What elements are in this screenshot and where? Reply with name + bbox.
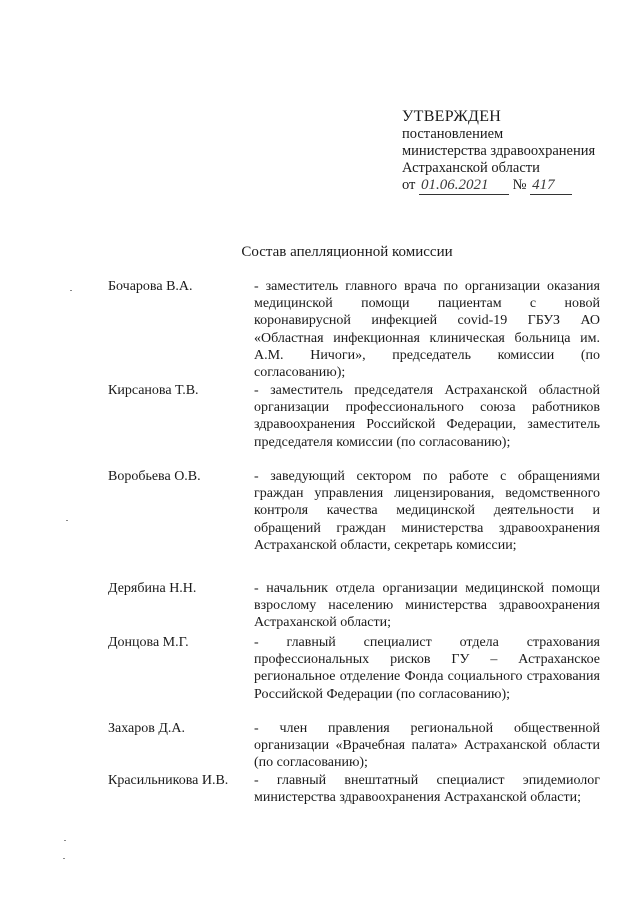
member-name: Дерябина Н.Н. (108, 581, 197, 596)
approval-line-2: министерства здравоохранения (402, 143, 596, 159)
member-description: - главный внештатный специалист эпидемиолог министерства здравоохранения Астраханской области; (254, 773, 600, 806)
scan-speck (66, 520, 68, 521)
scan-speck (70, 290, 72, 291)
member-name: Воробьева О.В. (108, 469, 201, 484)
member-row (108, 634, 600, 720)
member-description: - заместитель главного врача по организации оказания медицинской помощи пациентам с новой коронавирусной инфекцией covid-19 ГБУЗ АО «Областная инфекционная клиническая больница им. А.М. Ничоги», председатель комиссии (по согласованию); (254, 279, 600, 381)
member-row (108, 468, 600, 580)
scan-speck (63, 858, 65, 859)
approval-number: 417 (530, 177, 572, 195)
member-row (108, 720, 600, 772)
number-sign: № (512, 177, 527, 193)
member-name: Донцова М.Г. (108, 635, 189, 650)
approval-date: 01.06.2021 (419, 177, 509, 195)
approval-title: УТВЕРЖДЕН (402, 108, 502, 125)
member-row (108, 382, 600, 468)
document-heading (0, 244, 640, 261)
approval-date-line (402, 177, 622, 195)
member-row (108, 580, 600, 634)
approval-line-3: Астраханской области (402, 160, 540, 176)
heading-text: Состав апелляционной комиссии (241, 244, 453, 260)
approval-line-1: постановлением (402, 126, 504, 142)
member-name: Красильникова И.В. (108, 773, 229, 788)
member-list (108, 278, 600, 832)
member-description: - начальник отдела организации медицинской помощи взрослому населению министерства здравоохранения Астраханской области; (254, 581, 600, 631)
member-name: Бочарова В.А. (108, 279, 193, 294)
member-row (108, 772, 600, 832)
scan-speck (64, 840, 66, 841)
member-name: Кирсанова Т.В. (108, 383, 199, 398)
approval-block (402, 108, 622, 195)
date-prefix: от (402, 177, 416, 193)
member-description: - заместитель председателя Астраханской областной организации профессионального союза работников здравоохранения Российской Федерации, заместитель председателя комиссии (по согласованию); (254, 383, 600, 450)
member-name: Захаров Д.А. (108, 721, 186, 736)
member-description: - главный специалист отдела страхования профессиональных рисков ГУ – Астраханское региональное отделение Фонда социального страхования Российской Федерации (по согласованию); (254, 635, 600, 702)
member-row (108, 278, 600, 382)
member-description: - член правления региональной общественной организации «Врачебная палата» Астраханской области (по согласованию); (254, 721, 600, 771)
member-description: - заведующий сектором по работе с обращениями граждан управления лицензирования, ведомственного контроля качества медицинской деятельности и обращений граждан министерства здравоохранения Астраханской области, секретарь комиссии; (254, 469, 600, 553)
